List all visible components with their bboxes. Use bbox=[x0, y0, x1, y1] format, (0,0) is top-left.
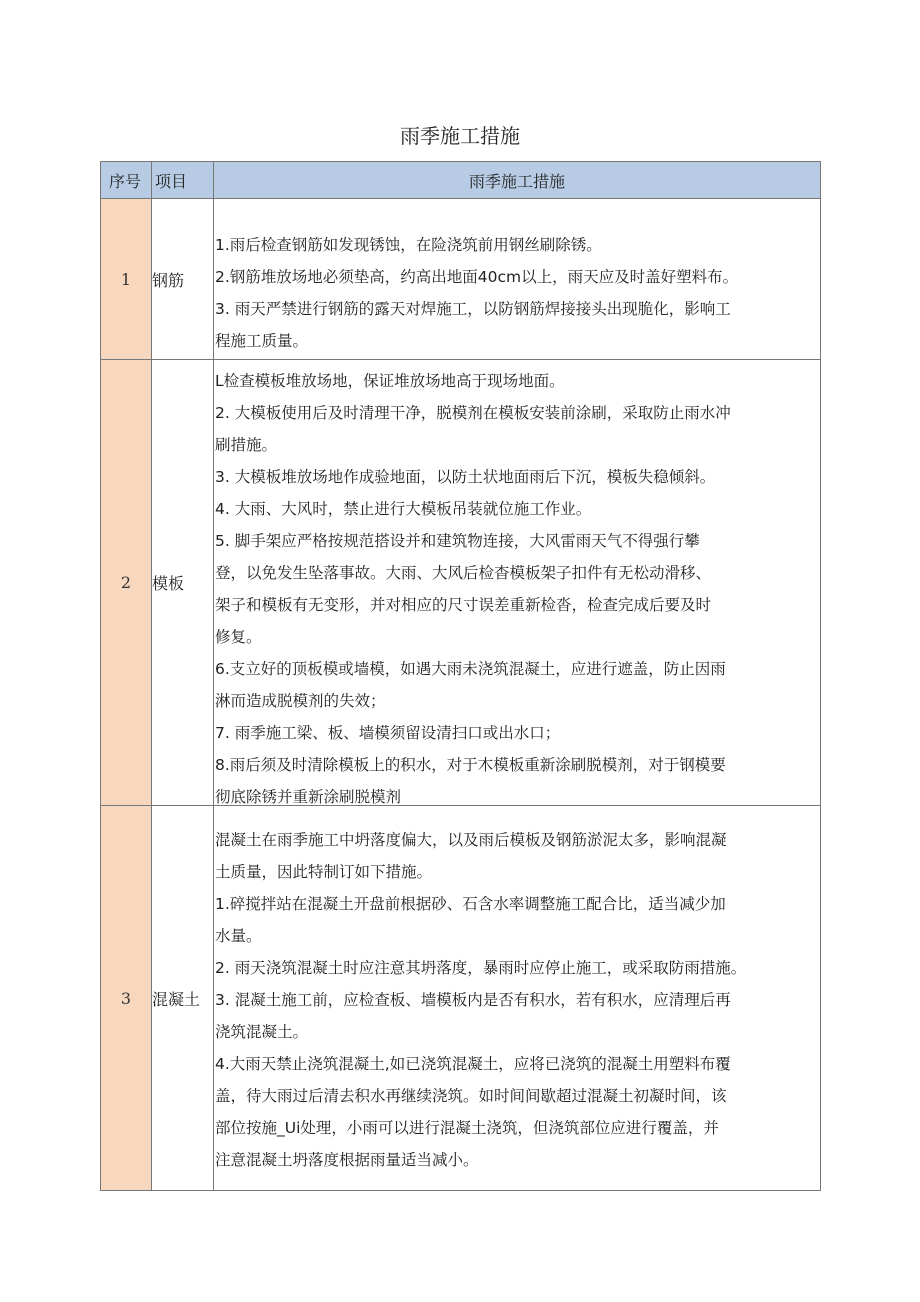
measure-line: 3. 大模板堆放场地作成验地面，以防土状地面雨后下沉，模板失稳倾斜。 bbox=[215, 468, 716, 486]
table-row bbox=[101, 360, 821, 806]
row-item: 模板 bbox=[152, 360, 214, 806]
row-measures bbox=[214, 360, 821, 806]
measure-line: 土质量，因此特制订如下措施。 bbox=[215, 863, 433, 881]
measure-line: 部位按施_Ui处理，小雨可以进行混凝土浇筑，但浇筑部位应进行覆盖，并 bbox=[215, 1119, 719, 1137]
measure-line: 水量。 bbox=[215, 927, 262, 945]
header-item: 项目 bbox=[152, 162, 214, 199]
measure-line: 6.支立好的顶板模或墙模，如遇大雨未浇筑混凝土，应进行遮盖，防止因雨 bbox=[215, 660, 726, 678]
measure-line: 浇筑混凝土。 bbox=[215, 1023, 309, 1041]
measure-line: 混凝土在雨季施工中坍落度偏大，以及雨后模板及钢筋淤泥太多，影响混凝 bbox=[215, 831, 727, 849]
measure-line: 淋而造成脱模剂的失效； bbox=[215, 692, 386, 710]
measure-line: 4. 大雨、大风时，禁止进行大模板吊装就位施工作业。 bbox=[215, 500, 592, 518]
measure-line: 5. 脚手架应严格按规范搭设并和建筑物连接，大风雷雨天气不得强行攀 bbox=[215, 532, 700, 550]
measure-line: 彻底除锈并重新涂刷脱模剂 bbox=[215, 788, 402, 805]
measure-line: 4.大雨天禁止浇筑混凝土,如已浇筑混凝土，应将已浇筑的混凝土用塑料布覆 bbox=[215, 1055, 731, 1073]
row-number: 3 bbox=[101, 806, 152, 1191]
measure-line: 程施工质量。 bbox=[215, 332, 309, 350]
measure-line: L检查模板堆放场地，保证堆放场地高于现场地面。 bbox=[215, 372, 565, 390]
measure-line: 1.碎搅拌站在混凝土开盘前根据砂、石含水率调整施工配合比，适当减少加 bbox=[215, 895, 726, 913]
page-title: 雨季施工措施 bbox=[400, 124, 520, 148]
measure-line: 2.钢筋堆放场地必须垫高，约高出地面40cm以上，雨天应及时盖好塑料布。 bbox=[215, 268, 739, 286]
measure-line: 登，以免发生坠落事故。大雨、大风后检杳模板架子扣件有无松动滑移、 bbox=[215, 564, 712, 582]
measure-line: 注意混凝土坍落度根据雨量适当减小。 bbox=[215, 1151, 479, 1169]
header-measures: 雨季施工措施 bbox=[214, 162, 821, 199]
row-number: 1 bbox=[101, 199, 152, 360]
measure-line: 3. 雨天严禁进行钢筋的露天对焊施工，以防钢筋焊接接头出现脆化，影响工 bbox=[215, 300, 731, 318]
measure-line: 刷措施。 bbox=[215, 436, 278, 454]
row-number: 2 bbox=[101, 360, 152, 806]
measure-line: 7. 雨季施工梁、板、墙模须留设清扫口或出水口； bbox=[215, 724, 561, 742]
measure-line: 2. 雨天浇筑混凝土时应注意其坍落度，暴雨时应停止施工，或采取防雨措施。 bbox=[215, 959, 747, 977]
row-item: 钢筋 bbox=[152, 199, 214, 360]
measure-line: 盖，待大雨过后清去积水再继续浇筑。如时间间歇超过混凝土初凝时间，该 bbox=[215, 1087, 727, 1105]
measure-line: 1.雨后检查钢筋如发现锈蚀，在险浇筑前用钢丝刷除锈。 bbox=[215, 236, 602, 254]
row-measures bbox=[214, 199, 821, 360]
measure-line: 8.雨后须及时清除模板上的积水，对于木模板重新涂刷脱模剂，对于钢模要 bbox=[215, 756, 726, 774]
measure-line: 架子和模板有无变形，并对相应的尺寸误差重新检沓，检查完成后要及时 bbox=[215, 596, 712, 614]
measure-line: 2. 大模板使用后及时清理干净，脱模剂在模板安装前涂刷，采取防止雨水冲 bbox=[215, 404, 731, 422]
table-row bbox=[101, 199, 821, 360]
measures-table bbox=[100, 161, 821, 1191]
measure-line: 修复。 bbox=[215, 628, 262, 646]
table-row bbox=[101, 806, 821, 1191]
row-measures bbox=[214, 806, 821, 1191]
table-header-row bbox=[101, 162, 821, 199]
measure-line: 3. 混凝土施工前，应检查板、墙模板内是否有积水，若有积水，应清理后再 bbox=[215, 991, 731, 1009]
row-item: 混凝土 bbox=[152, 806, 214, 1191]
header-no: 序号 bbox=[101, 162, 152, 199]
